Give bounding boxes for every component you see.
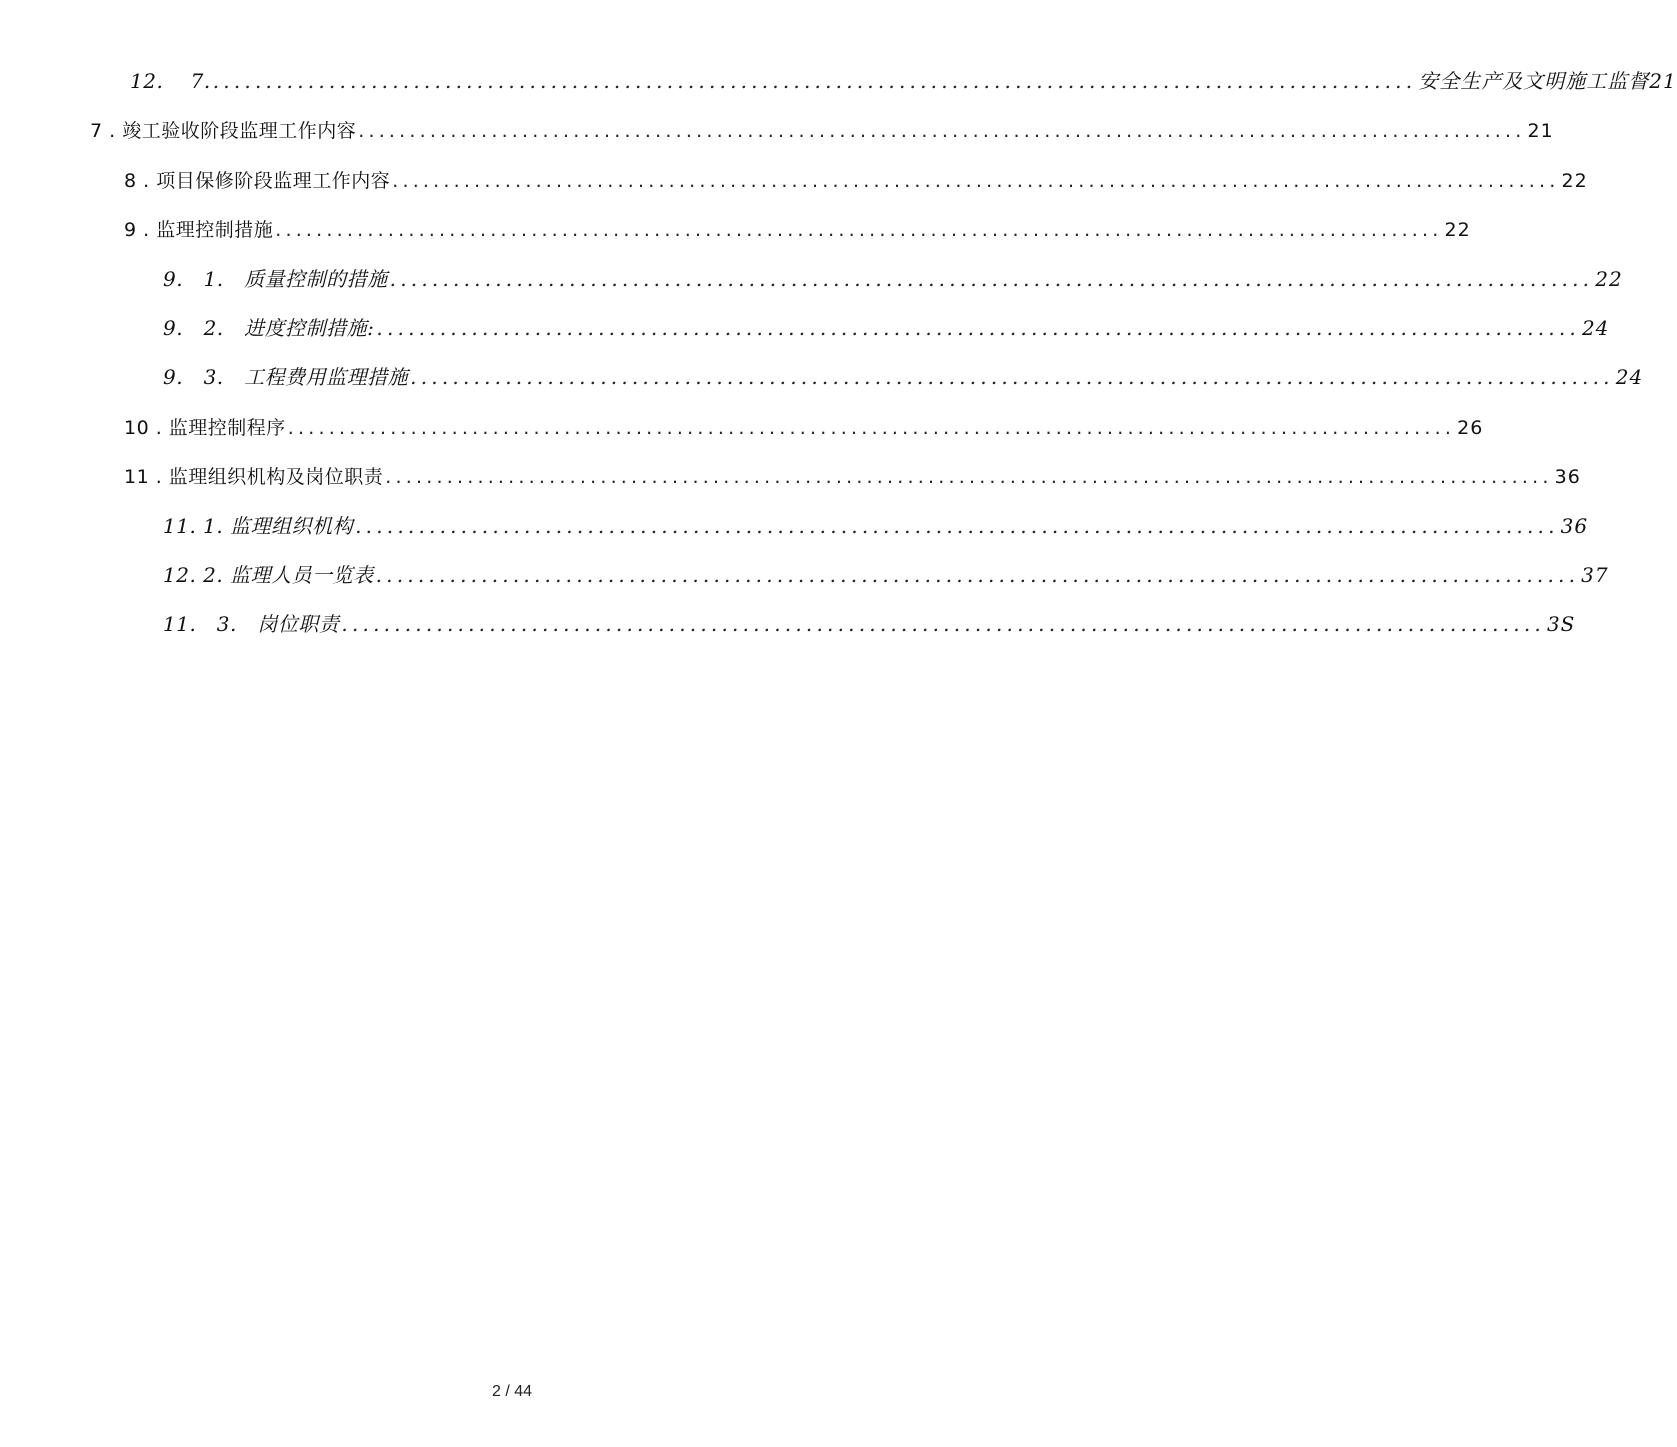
toc-entry-title: 9. 1. 质量控制的措施: [163, 267, 388, 291]
toc-entry-title: 10 . 监理控制程序: [124, 417, 286, 439]
toc-entry-page: 36: [1560, 514, 1589, 538]
page-number-footer: 2 / 44: [491, 1383, 533, 1400]
toc-entry-page: 22: [1561, 170, 1588, 192]
toc-entry-page: 安全生产及文明施工监督21: [1418, 69, 1677, 93]
toc-dot-leader: ..................................................................................................................: [385, 466, 1553, 488]
toc-dot-leader: ..................................................................................................................: [341, 612, 1545, 636]
toc-entry-page: 36: [1554, 466, 1581, 488]
toc-dot-leader: ..................................................................................................................: [376, 316, 1580, 340]
toc-entry-page: 24: [1581, 316, 1610, 340]
toc-entry[interactable]: [163, 562, 1609, 590]
toc-dot-leader: ..................................................................................................................: [410, 365, 1614, 389]
toc-entry-title: 9. 2. 进度控制措施:: [163, 316, 375, 340]
toc-entry[interactable]: [163, 315, 1610, 343]
toc-entry-title: 12. 2. 监理人员一览表: [163, 563, 374, 587]
toc-entry[interactable]: [163, 266, 1623, 294]
toc-entry[interactable]: [163, 364, 1644, 392]
toc-entry-page: 26: [1457, 417, 1484, 439]
toc-entry[interactable]: [90, 118, 1554, 146]
toc-entry[interactable]: [124, 168, 1588, 196]
toc-entry-title: 11 . 监理组织机构及岗位职责: [124, 466, 384, 488]
toc-dot-leader: ..................................................................................................................: [392, 170, 1560, 192]
toc-entry-title: 8 . 项目保修阶段监理工作内容: [124, 170, 391, 192]
toc-entry[interactable]: [124, 464, 1581, 492]
toc-entry-title: 12. 7.: [130, 69, 211, 93]
toc-entry-title: 9. 3. 工程费用监理措施: [163, 365, 409, 389]
toc-dot-leader: ..................................................................................................................: [389, 267, 1594, 291]
toc-entry[interactable]: [124, 217, 1471, 245]
toc-dot-leader: ..................................................................................................................: [358, 120, 1526, 142]
toc-entry-title: 9 . 监理控制措施: [124, 219, 274, 241]
toc-entry[interactable]: [163, 611, 1576, 639]
toc-entry[interactable]: [163, 513, 1589, 541]
toc-entry-page: 22: [1444, 219, 1471, 241]
toc-entry-page: 3S: [1546, 612, 1576, 636]
toc-entry-title: 11. 3. 岗位职责: [163, 612, 340, 636]
toc-entry-title: 7 . 竣工验收阶段监理工作内容: [90, 120, 357, 142]
toc-entry-page: 21: [1527, 120, 1554, 142]
toc-entry-page: 22: [1595, 267, 1623, 291]
toc-entry-page: 37: [1581, 563, 1609, 587]
toc-dot-leader: ..................................................................................................................: [212, 69, 1417, 93]
toc-entry[interactable]: [124, 415, 1484, 443]
toc-dot-leader: ..................................................................................................................: [287, 417, 1456, 439]
toc-dot-leader: ..................................................................................................................: [275, 219, 1443, 241]
toc-entry-title: 11. 1. 监理组织机构: [163, 514, 354, 538]
toc-dot-leader: ..................................................................................................................: [375, 563, 1580, 587]
toc-dot-leader: ..................................................................................................................: [355, 514, 1559, 538]
toc-entry-page: 24: [1615, 365, 1644, 389]
toc-entry[interactable]: [130, 68, 1677, 96]
